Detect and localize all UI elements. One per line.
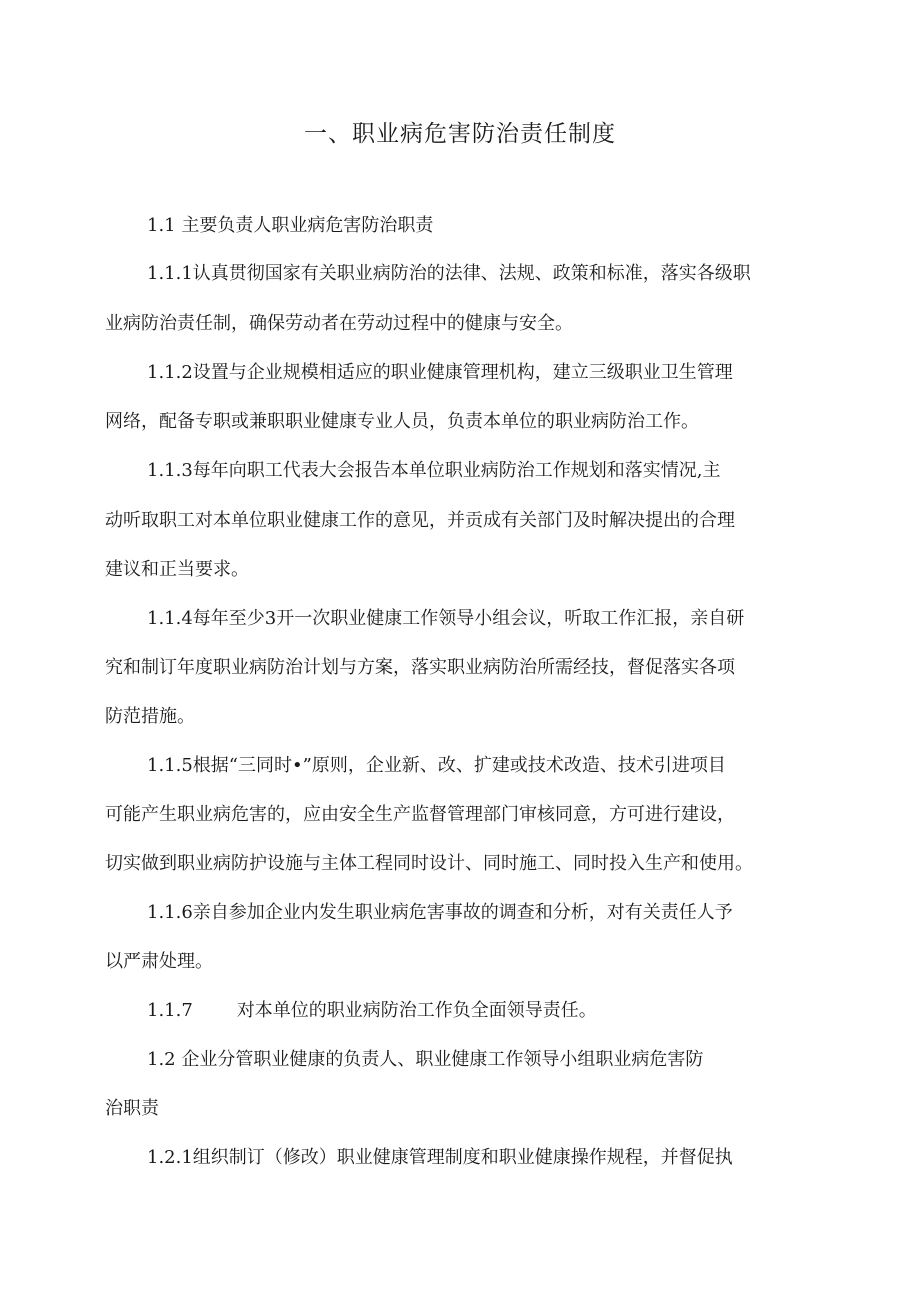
paragraph-line: 1.1.2设置与企业规模相适应的职业健康管理机构，建立三级职业卫生管理 [147, 362, 733, 383]
section-heading-1-2: 1.2 企业分管职业健康的负责人、职业健康工作领导小组职业病危害防 [147, 1049, 704, 1070]
paragraph-line: 可能产生职业病危害的，应由安全生产监督管理部门审核同意，方可进行建设， [105, 804, 735, 825]
clause-number: 1.1.7 [147, 1000, 193, 1021]
section-heading-1-1: 1.1 主要负责人职业病危害防治职责 [147, 215, 434, 236]
paragraph-line: 以严肃处理。 [105, 951, 213, 972]
paragraph-line: 1.1.1认真贯彻国家有关职业病防治的法律、法规、政策和标准，落实各级职 [147, 263, 751, 284]
paragraph-line: 动听取职工对本单位职业健康工作的意见，并贡成有关部门及时解决提出的合理 [105, 510, 735, 531]
paragraph-line: 1.1.5根据“三同时•”原则，企业新、改、扩建或技术改造、技术引进项目 [147, 755, 726, 776]
paragraph-line: 业病防治责任制，确保劳动者在劳动过程中的健康与安全。 [105, 313, 573, 334]
paragraph-line: 1.2.1组织制订（修改）职业健康管理制度和职业健康操作规程，并督促执 [147, 1147, 733, 1168]
paragraph-line: 1.1.4每年至少3开一次职业健康工作领导小组会议，听取工作汇报，亲自研 [147, 608, 745, 629]
paragraph-line: 防范措施。 [105, 706, 195, 727]
document-title: 一、职业病危害防治责任制度 [304, 121, 616, 147]
paragraph-line [147, 997, 597, 1025]
paragraph-line: 究和制订年度职业病防治计划与方案，落实职业病防治所需经技，督促落实各项 [105, 657, 735, 678]
clause-text: 对本单位的职业病防治工作负全面领导责任。 [236, 1000, 597, 1021]
section-heading-continuation: 治职责 [105, 1098, 159, 1119]
paragraph-line: 1.1.3每年向职工代表大会报告本单位职业病防治工作规划和落实情况,主 [147, 460, 721, 481]
paragraph-line: 1.1.6亲自参加企业内发生职业病危害事故的调查和分析，对有关责任人予 [147, 902, 733, 923]
paragraph-line: 网络，配备专职或兼职职业健康专业人员，负责本单位的职业病防治工作。 [105, 411, 699, 432]
paragraph-line: 建议和正当要求。 [105, 559, 249, 580]
paragraph-line: 切实做到职业病防护设施与主体工程同时设计、同时施工、同时投入生产和使用。 [105, 853, 753, 874]
